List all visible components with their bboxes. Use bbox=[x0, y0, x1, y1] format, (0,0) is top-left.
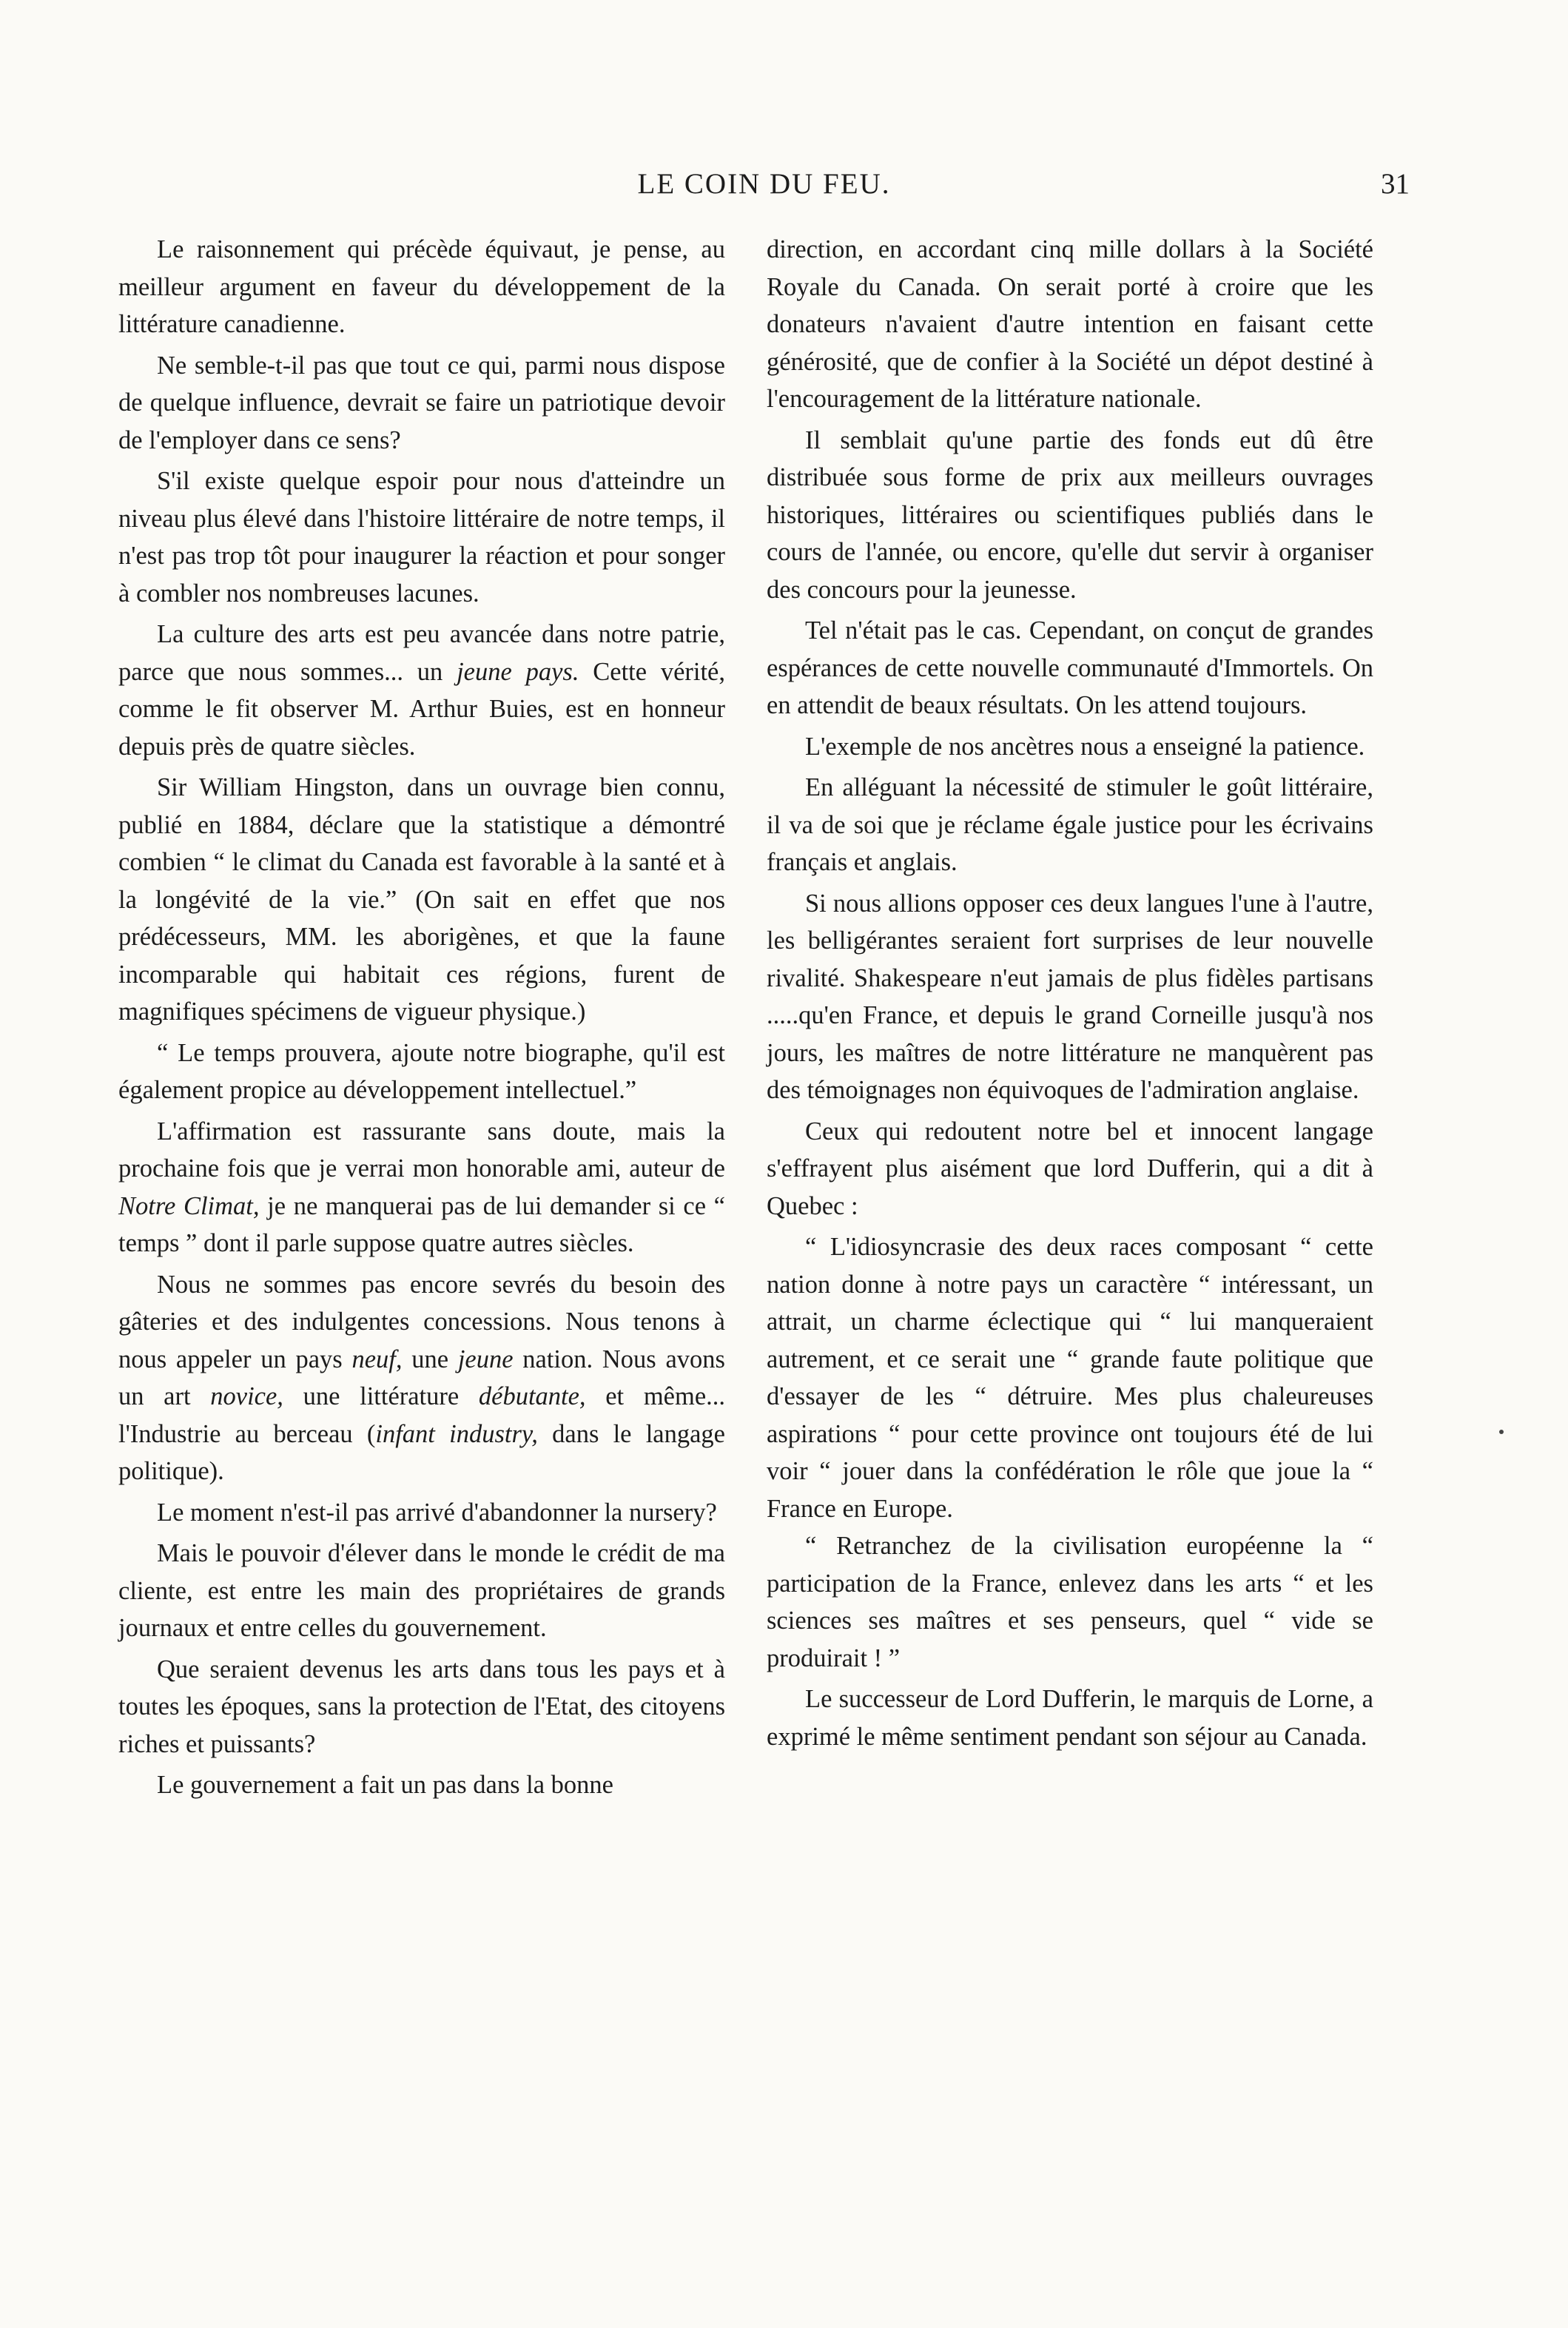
paragraph: En alléguant la nécessité de stimuler le goût littéraire, il va de soi que je réclame égale justice pour les écrivains français et anglais. bbox=[767, 773, 1373, 876]
quotation: “ Retranchez de la civilisation européenne la “ participation de la France, enlevez dans les arts “ et les sciences ses maîtres et ses penseurs, quel “ vide se produirait ! ” bbox=[767, 1532, 1373, 1672]
paragraph: Ne semble-t-il pas que tout ce qui, parmi nous dispose de quelque influence, devrait se faire un patriotique devoir de l'employer dans ce sens? bbox=[118, 351, 725, 454]
text-run: L'affirmation est rassurante sans doute, mais la prochaine fois que je verrai mon honorable ami, auteur de bbox=[118, 1117, 725, 1182]
paragraph bbox=[118, 1266, 725, 1490]
text-run: nation. Nous avons un art bbox=[118, 1345, 725, 1410]
text-run: une littérature bbox=[283, 1382, 479, 1410]
paragraph: Sir William Hingston, dans un ouvrage bien connu, publié en 1884, déclare que la statistique a démontré combien “ le climat du Canada est favorable à la santé et à la longévité de la vie.” (On sait en effet que nos prédécesseurs, MM. les aborigènes, et que la faune incomparable qui habitait ces régions, furent de magnifiques spécimens de vigueur physique.) bbox=[118, 773, 725, 1026]
paragraph: Que seraient devenus les arts dans tous les pays et à toutes les époques, sans la protection de l'Etat, des citoyens riches et puissants? bbox=[118, 1655, 725, 1758]
paragraph: L'exemple de nos ancètres nous a enseigné la patience. bbox=[805, 732, 1365, 761]
paragraph: direction, en accordant cinq mille dollars à la Société Royale du Canada. On serait porté à croire que les donateurs n'avaient d'autre intention en faisant cette générosité, que de confier à la Société un dépot destiné à l'encouragement de la littérature nationale. bbox=[767, 235, 1373, 413]
paragraph: Mais le pouvoir d'élever dans le monde le crédit de ma cliente, est entre les main des propriétaires de grands journaux et entre celles du gouvernement. bbox=[118, 1539, 725, 1642]
italic-word: neuf, bbox=[351, 1345, 403, 1373]
paragraph: Le raisonnement qui précède équivaut, je pense, au meilleur argument en faveur du développement de la littérature canadienne. bbox=[118, 235, 725, 338]
text-run: je ne manquerai pas de lui demander si ce “ temps ” dont il parle suppose quatre autres siècles. bbox=[118, 1191, 725, 1257]
text-run: Cette vérité, comme le fit observer M. Arthur Buies, est en honneur depuis près de quatre siècles. bbox=[118, 657, 725, 761]
italic-title: Notre Climat, bbox=[118, 1191, 260, 1220]
text-run: une bbox=[402, 1345, 458, 1373]
italic-phrase: jeune pays. bbox=[457, 657, 579, 686]
paragraph: Le moment n'est-il pas arrivé d'abandonner la nursery? bbox=[157, 1498, 717, 1527]
right-column bbox=[767, 231, 1373, 1759]
left-column bbox=[118, 231, 725, 1808]
paragraph bbox=[118, 616, 725, 765]
paragraph: Il semblait qu'une partie des fonds eut dû être distribuée sous forme de prix aux meilleurs ouvrages historiques, littéraires ou scientifiques publiés dans le cours de l'année, ou encore, qu'elle dut servir à organiser des concours pour la jeunesse. bbox=[767, 425, 1373, 604]
paragraph bbox=[118, 1113, 725, 1262]
italic-word: jeune bbox=[457, 1345, 514, 1373]
ink-speck bbox=[1499, 1430, 1504, 1434]
page-number: 31 bbox=[1381, 168, 1410, 200]
italic-phrase: infant industry, bbox=[375, 1419, 538, 1448]
paragraph: Le gouvernement a fait un pas dans la bonne bbox=[157, 1771, 613, 1799]
italic-word: débutante, bbox=[478, 1382, 586, 1410]
text-run: Nous ne sommes pas encore sevrés du besoin des gâteries et des indulgentes concessions. Nous tenons à nous appeler un pays bbox=[118, 1270, 725, 1373]
text-run: et même... l'Industrie au berceau ( bbox=[118, 1382, 726, 1448]
paragraph: “ Le temps prouvera, ajoute notre biographe, qu'il est également propice au développement intellectuel.” bbox=[118, 1038, 725, 1104]
paragraph: Ceux qui redoutent notre bel et innocent langage s'effrayent plus aisément que lord Dufferin, qui a dit à Quebec : bbox=[767, 1117, 1373, 1220]
paragraph: Si nous allions opposer ces deux langues l'une à l'autre, les belligérantes seraient fort surprises de leur nouvelle rivalité. Shakespeare n'eut jamais de plus fidèles partisans .....qu'en France, et depuis le grand Corneille jusqu'à nos jours, les maîtres de notre littérature ne manquèrent pas des témoignages non équivoques de l'admiration anglaise. bbox=[767, 889, 1373, 1104]
running-title: LE COIN DU FEU. bbox=[637, 168, 891, 200]
paragraph: Le successeur de Lord Dufferin, le marquis de Lorne, a exprimé le même sentiment pendant son séjour au Canada. bbox=[767, 1685, 1373, 1751]
paragraph: S'il existe quelque espoir pour nous d'atteindre un niveau plus élevé dans l'histoire littéraire de notre temps, il n'est pas trop tôt pour inaugurer la réaction et pour songer à combler nos nombreuses lacunes. bbox=[118, 467, 725, 608]
text-run: dans le langage politique). bbox=[118, 1419, 725, 1485]
italic-word: novice, bbox=[210, 1382, 283, 1410]
page-header bbox=[118, 167, 1410, 212]
quotation: “ L'idiosyncrasie des deux races composant “ cette nation donne à notre pays un caractère “ intéressant, un attrait, un charme éclectique qui “ lui manqueraient autrement, et ce serait une “ grande faute politique que d'essayer de les “ détruire. Mes plus chaleureuses aspirations “ pour cette province ont toujours été de lui voir “ jouer dans la confédération le rôle que joue la “ France en Europe. bbox=[767, 1233, 1373, 1523]
paragraph: Tel n'était pas le cas. Cependant, on conçut de grandes espérances de cette nouvelle communauté d'Immortels. On en attendit de beaux résultats. On les attend toujours. bbox=[767, 616, 1373, 719]
text-run: La culture des arts est peu avancée dans notre patrie, parce que nous sommes... un bbox=[118, 620, 725, 686]
